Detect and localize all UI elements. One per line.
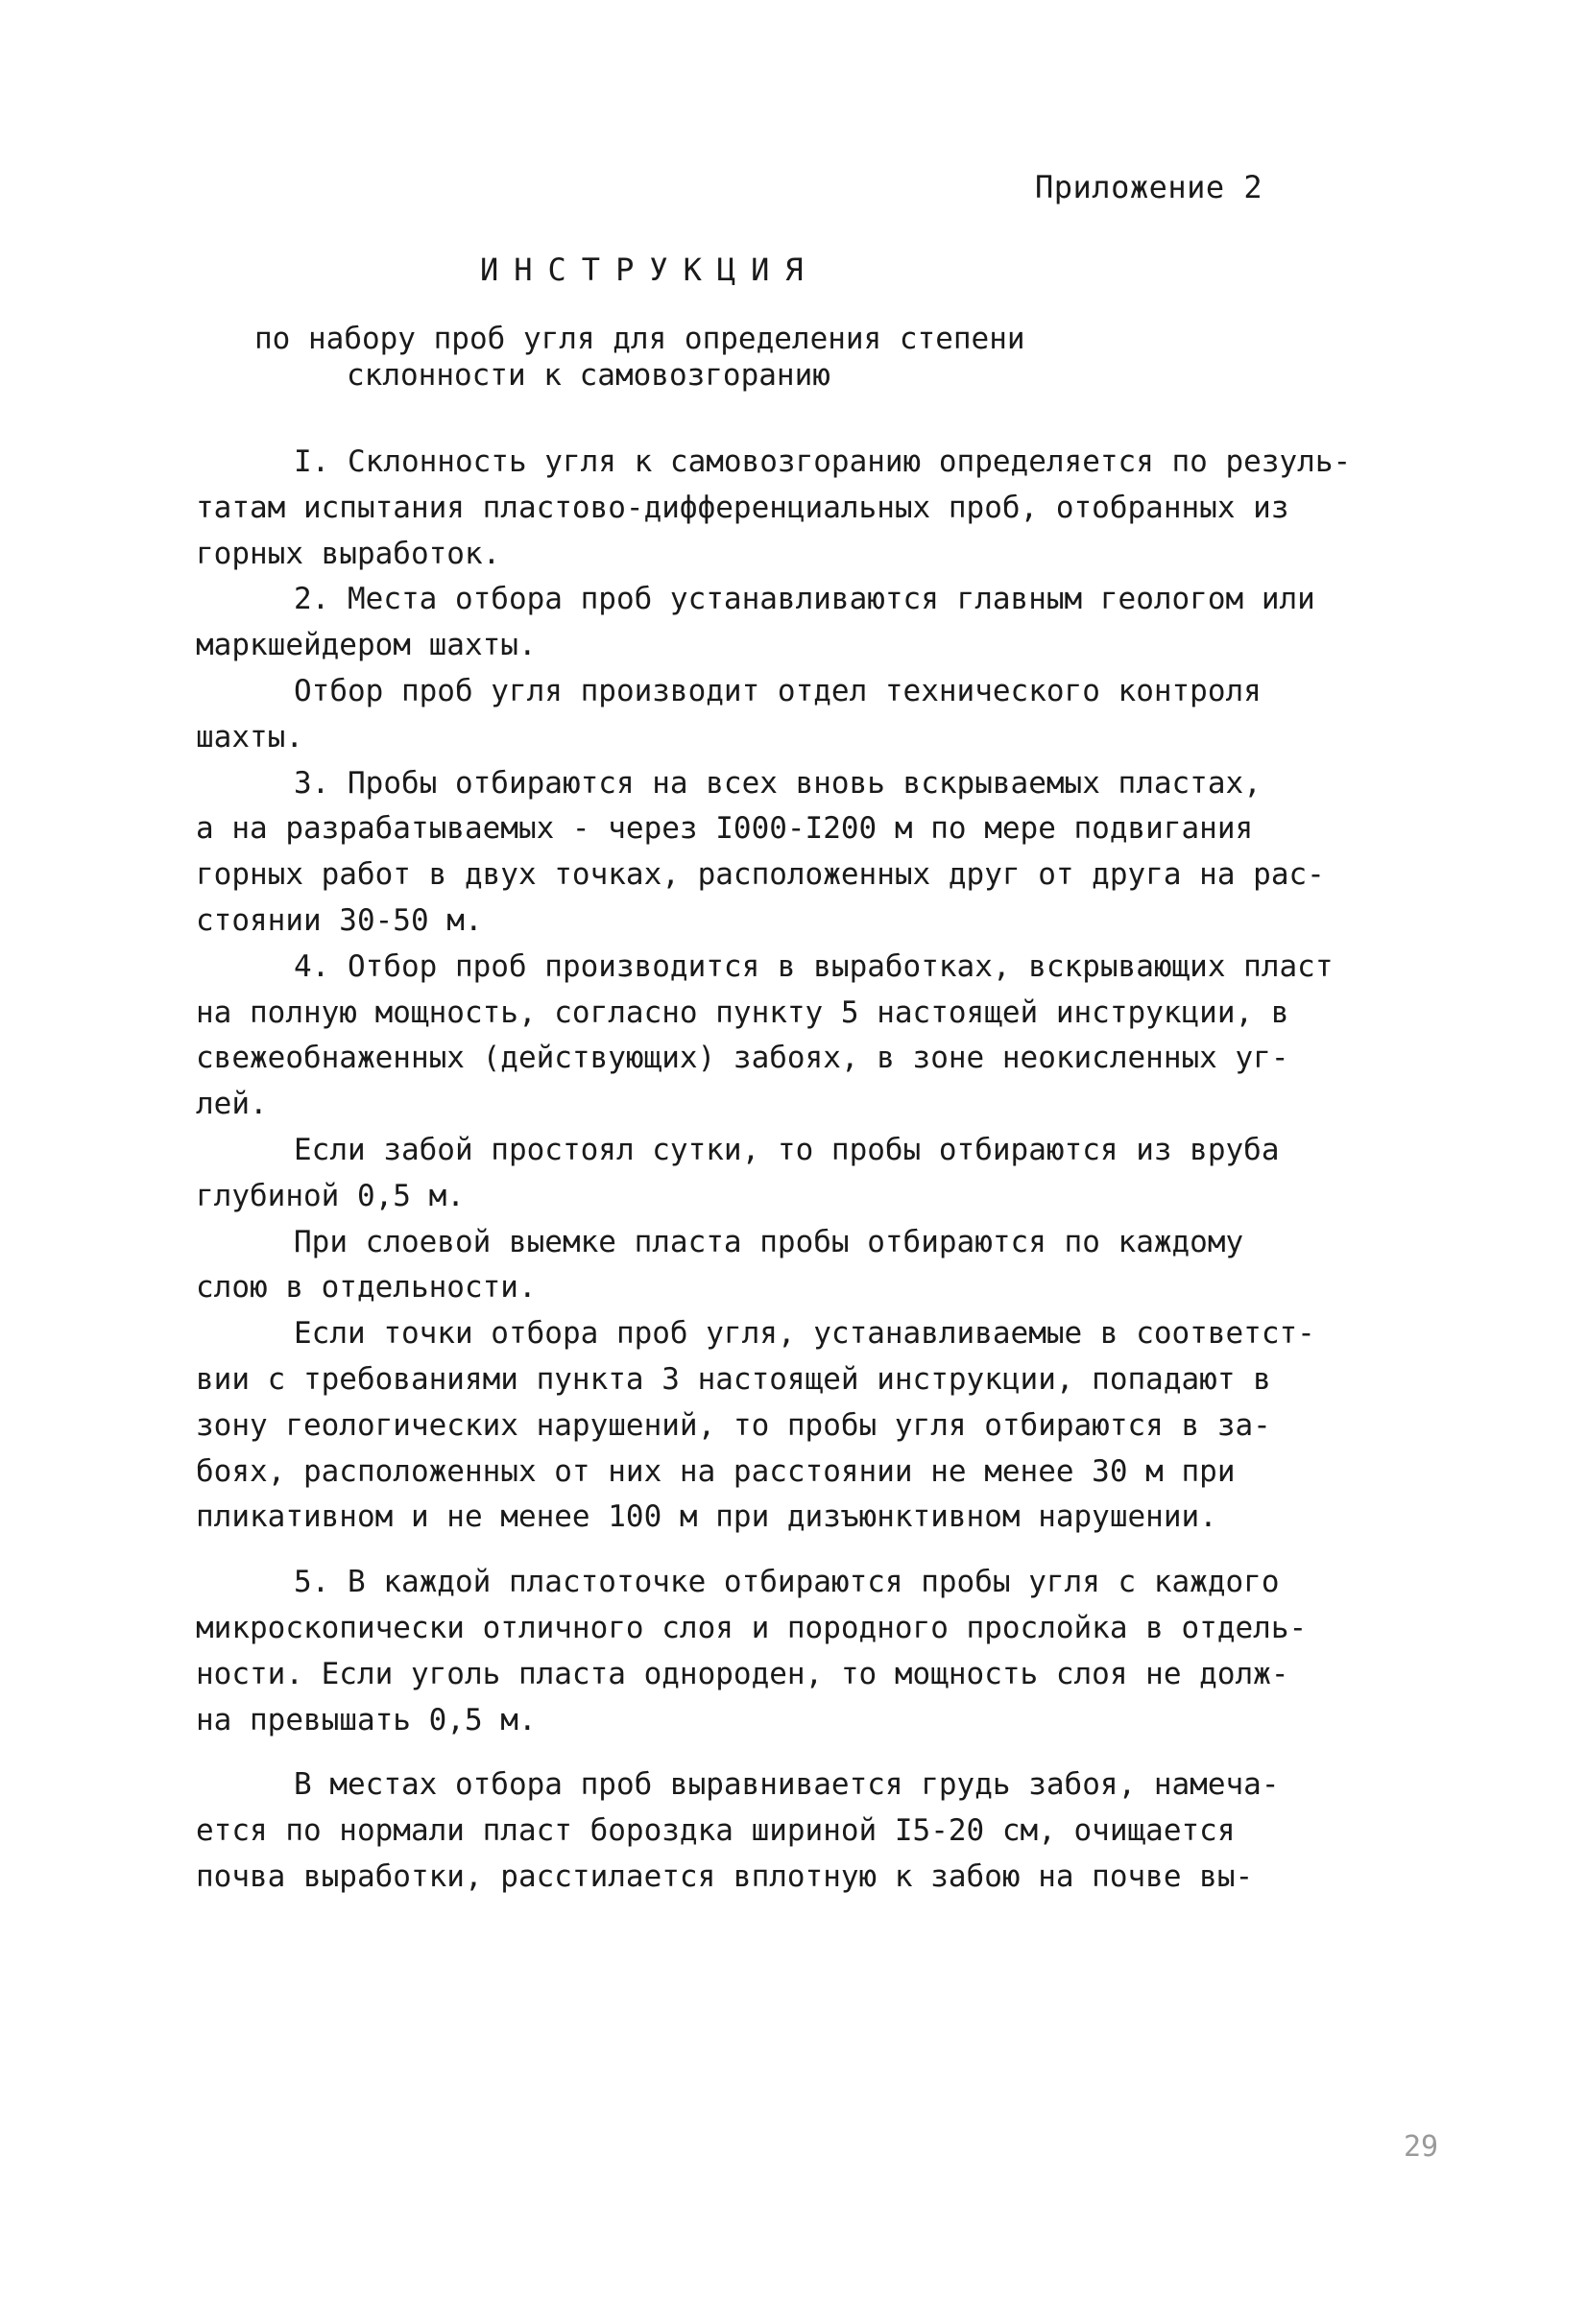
paragraph-line: 2. Места отбора проб устанавливаются главным геологом или [294, 582, 1315, 617]
paragraph-line: на полную мощность, согласно пункту 5 настоящей инструкции, в [196, 994, 1289, 1030]
paragraph-line: вии с требованиями пункта 3 настоящей инструкции, попадают в [196, 1361, 1271, 1397]
paragraph-spacer [196, 1541, 1444, 1560]
paragraph [196, 1220, 1444, 1312]
paragraph-line: а на разрабатываемых - через I000-I200 м по мере подвигания [196, 811, 1254, 847]
paragraph [196, 1762, 1444, 1900]
paragraph-line: пликативном и не менее 100 м при дизъюнктивном нарушении. [196, 1499, 1217, 1535]
paragraph-line: свежеобнаженных (действующих) забоях, в зоне неокисленных уг- [196, 1041, 1289, 1076]
paragraph-line: слою в отдельности. [196, 1270, 537, 1306]
paragraph-line: горных выработок. [196, 536, 501, 571]
page-number: 29 [1404, 2130, 1439, 2164]
paragraph-line: почва выработки, расстилается вплотную к забою на почве вы- [196, 1858, 1254, 1894]
paragraph-line: 5. В каждой пластоточке отбираются пробы угля с каждого [294, 1565, 1280, 1600]
paragraph-line: лей. [196, 1087, 268, 1122]
paragraph-line: микроскопически отличного слоя и породного прослойка в отдель- [196, 1610, 1308, 1645]
document-body [196, 440, 1444, 1901]
paragraph-line: Отбор проб угля производит отдел технического контроля [294, 673, 1262, 708]
subtitle-line: склонности к самовозгоранию [347, 358, 830, 393]
paragraph-line: маркшейдером шахты. [196, 628, 537, 663]
paragraph-line: на превышать 0,5 м. [196, 1702, 537, 1737]
paragraph-line: Если точки отбора проб угля, устанавливаемые в соответст- [294, 1316, 1315, 1352]
paragraph-line: При слоевой выемке пласта пробы отбираются по каждому [294, 1224, 1244, 1259]
paragraph-line: стоянии 30-50 м. [196, 902, 483, 938]
paragraph [196, 440, 1444, 577]
paragraph-line: зону геологических нарушений, то пробы угля отбираются в за- [196, 1407, 1271, 1443]
paragraph [196, 1311, 1444, 1541]
paragraph [196, 1128, 1444, 1220]
paragraph-line: I. Склонность угля к самовозгоранию определяется по резуль- [294, 444, 1352, 479]
paragraph [196, 761, 1444, 945]
paragraph [196, 1560, 1444, 1743]
paragraph-spacer [196, 1743, 1444, 1762]
subtitle-line: по набору проб угля для определения степени [254, 322, 1025, 356]
paragraph [196, 669, 1444, 761]
paragraph-line: боях, расположенных от них на расстоянии не менее 30 м при [196, 1453, 1236, 1489]
paragraph-line: 3. Пробы отбираются на всех вновь вскрываемых пластах, [294, 765, 1262, 801]
paragraph-line: Если забой простоял сутки, то пробы отбираются из вруба [294, 1132, 1280, 1167]
appendix-label: Приложение 2 [1035, 169, 1263, 205]
paragraph-line: ности. Если уголь пласта однороден, то мощность слоя не долж- [196, 1656, 1289, 1691]
paragraph-line: глубиной 0,5 м. [196, 1178, 465, 1213]
document-subtitle [254, 321, 1025, 394]
paragraph-line: ется по нормали пласт бороздка шириной I5-20 см, очищается [196, 1813, 1236, 1849]
paragraph-line: 4. Отбор проб производится в выработках, вскрывающих пласт [294, 948, 1334, 984]
document-title: ИНСТРУКЦИЯ [480, 252, 819, 288]
paragraph [196, 945, 1444, 1128]
paragraph-line: горных работ в двух точках, расположенных друг от друга на рас- [196, 857, 1325, 893]
paragraph-line: В местах отбора проб выравнивается грудь забоя, намеча- [294, 1767, 1280, 1803]
paragraph [196, 577, 1444, 669]
paragraph-line: татам испытания пластово-дифференциальных проб, отобранных из [196, 490, 1289, 525]
paragraph-line: шахты. [196, 719, 303, 755]
